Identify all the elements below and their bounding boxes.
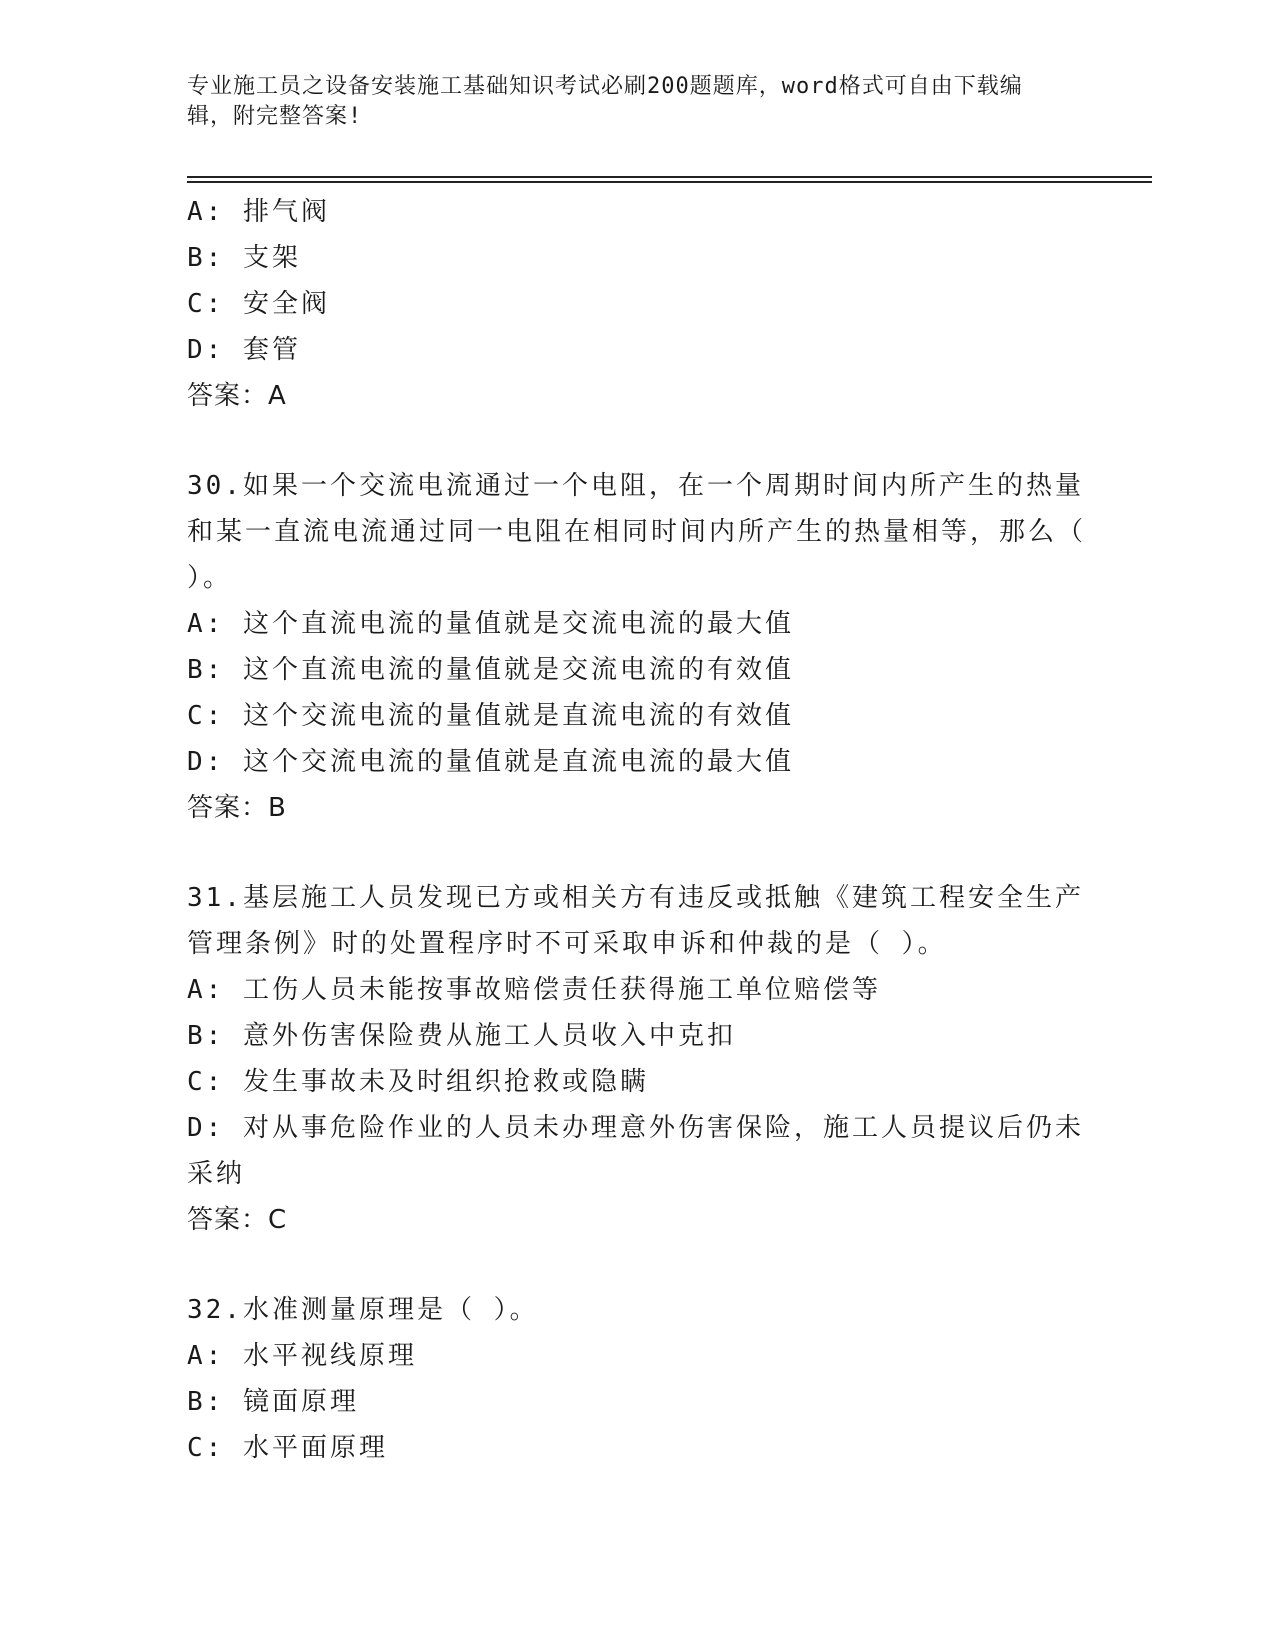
header-divider-top: [187, 176, 1152, 178]
option-c: C: 安全阀: [187, 289, 330, 319]
header-divider-bottom: [187, 181, 1152, 183]
option-d: D: 对从事危险作业的人员未办理意外伤害保险，施工人员提议后仍未采纳: [187, 1113, 1084, 1189]
answer: 答案：C: [187, 1205, 288, 1235]
answer: 答案：B: [187, 793, 287, 823]
spacer: [187, 419, 1087, 463]
prev-question-tail: [187, 189, 1087, 419]
document-header: 专业施工员之设备安装施工基础知识考试必刷200题题库，word格式可自由下载编辑，附完整答案!: [187, 74, 1023, 129]
question-stem: 31.基层施工人员发现已方或相关方有违反或抵触《建筑工程安全生产管理条例》时的处置程序时不可采取申诉和仲裁的是（ ）。: [187, 883, 1084, 959]
option-a: A: 这个直流电流的量值就是交流电流的最大值: [187, 609, 794, 639]
option-b: B: 镜面原理: [187, 1387, 359, 1417]
option-b: B: 支架: [187, 243, 301, 273]
option-d: D: 这个交流电流的量值就是直流电流的最大值: [187, 747, 794, 777]
document-body: [187, 189, 1105, 1471]
option-c: C: 发生事故未及时组织抢救或隐瞒: [187, 1067, 649, 1097]
option-b: B: 这个直流电流的量值就是交流电流的有效值: [187, 655, 794, 685]
option-b: B: 意外伤害保险费从施工人员收入中克扣: [187, 1021, 736, 1051]
question-stem: 30.如果一个交流电流通过一个电阻，在一个周期时间内所产生的热量和某一直流电流通过同一电阻在相同时间内所产生的热量相等，那么（ ）。: [187, 471, 1105, 593]
spacer: [187, 831, 1087, 875]
option-a: A: 排气阀: [187, 197, 330, 227]
spacer: [187, 1243, 1087, 1287]
question-32: [187, 1287, 1087, 1471]
option-a: A: 工伤人员未能按事故赔偿责任获得施工单位赔偿等: [187, 975, 881, 1005]
option-c: C: 这个交流电流的量值就是直流电流的有效值: [187, 701, 794, 731]
question-stem: 32.水准测量原理是（ ）。: [187, 1295, 539, 1325]
question-30: [187, 463, 1105, 831]
option-d: D: 套管: [187, 335, 301, 365]
answer: 答案：A: [187, 381, 287, 411]
question-31: [187, 875, 1087, 1243]
option-a: A: 水平视线原理: [187, 1341, 417, 1371]
option-c: C: 水平面原理: [187, 1433, 388, 1463]
